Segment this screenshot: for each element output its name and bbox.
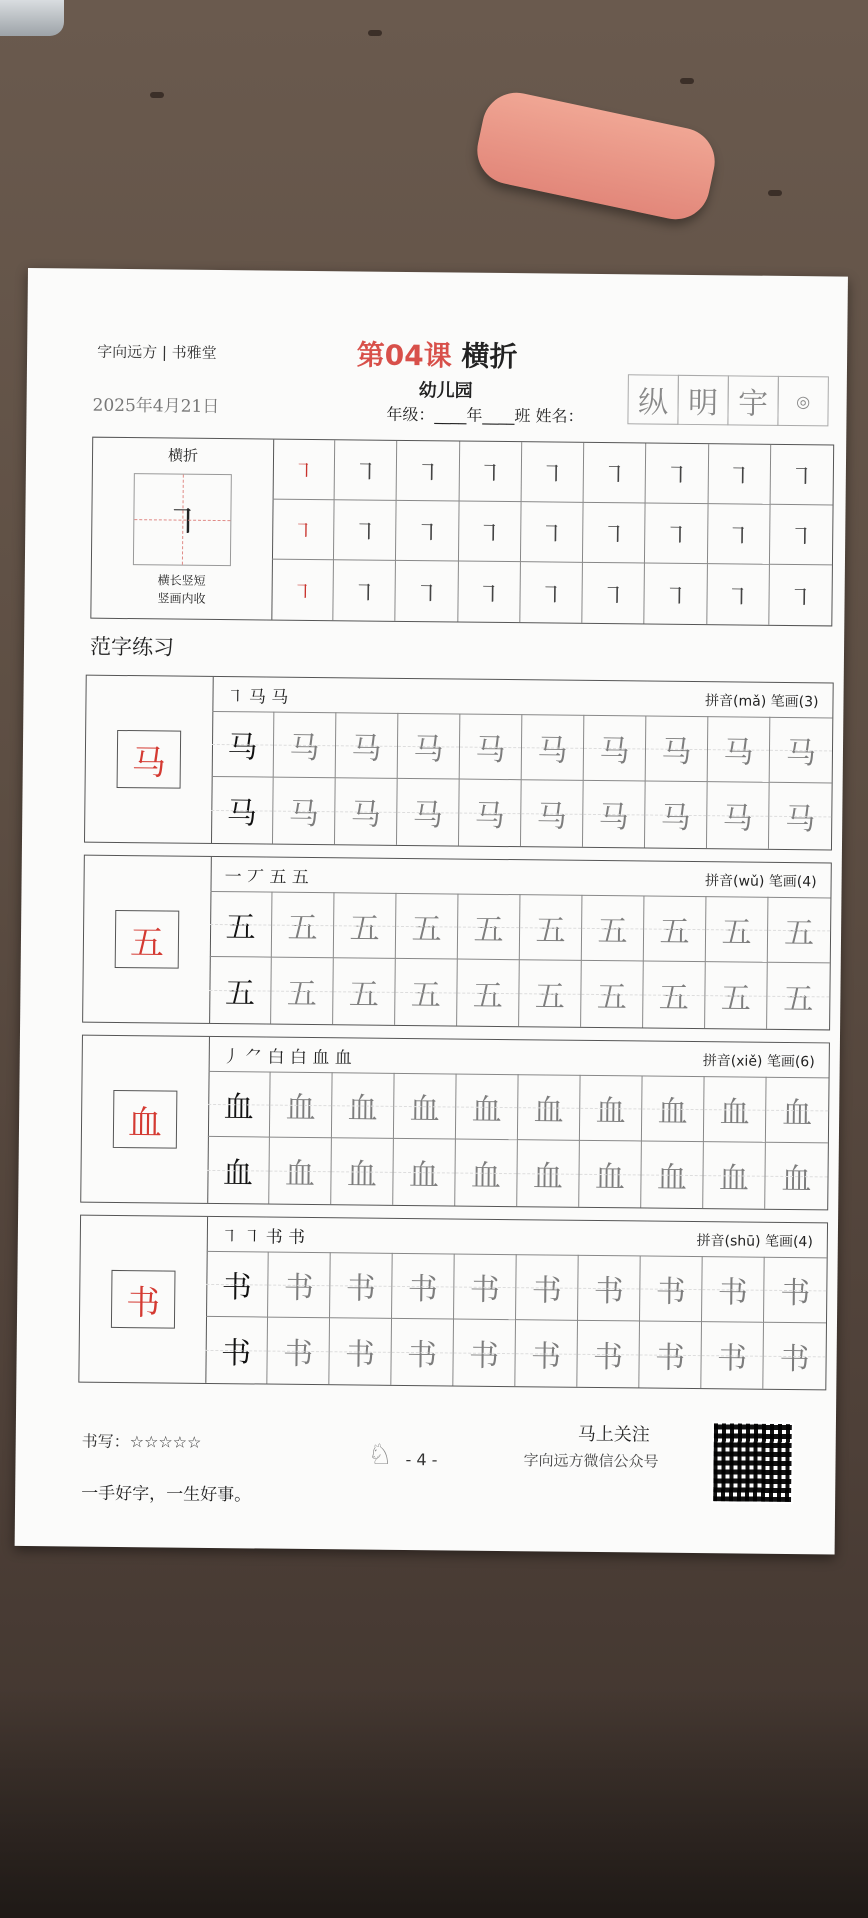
- stroke-cell: ㇕: [770, 445, 833, 506]
- stroke-cell: ㇕: [273, 440, 336, 501]
- handwritten-char: 血: [270, 1072, 333, 1139]
- page-number: - 4 -: [405, 1450, 438, 1470]
- name-char: 明: [677, 375, 729, 426]
- stroke-cell: ㇕: [334, 500, 397, 561]
- handwritten-char: 马: [274, 712, 337, 779]
- handwritten-char: 血: [642, 1075, 705, 1142]
- practice-grid: [205, 1251, 826, 1389]
- handwritten-char: 五: [396, 893, 459, 960]
- model-panel: [83, 856, 212, 1023]
- practice-grid: [207, 1071, 828, 1209]
- stroke-cell: ㇕: [707, 564, 770, 625]
- handwritten-char: 书: [639, 1321, 702, 1388]
- stroke-tip: 横长竖短: [157, 573, 206, 588]
- name-char: 宇: [727, 375, 779, 426]
- lesson-number: 第04课: [356, 338, 452, 373]
- handwritten-char: 五: [395, 959, 458, 1026]
- handwritten-char: 五: [643, 961, 706, 1028]
- handwritten-char: 马: [770, 717, 833, 784]
- stroke-cell: ㇕: [582, 563, 645, 624]
- handwritten-char: 五: [520, 894, 583, 961]
- pinyin-strokes: 拼音(shū) 笔画(4): [696, 1233, 813, 1251]
- stroke-grid: [271, 440, 833, 626]
- follow-label: 马上关注: [577, 1423, 650, 1446]
- handwritten-char: 书: [329, 1318, 392, 1385]
- handwritten-char: 书: [515, 1320, 578, 1387]
- eraser-crumb: [680, 78, 694, 84]
- handwritten-char: 五: [519, 960, 582, 1027]
- handwritten-char: 五: [271, 958, 334, 1025]
- handwritten-char: 马: [335, 778, 398, 845]
- handwritten-char: 五: [333, 958, 396, 1025]
- handwritten-char: 血: [518, 1074, 581, 1141]
- char-block-ma: [84, 675, 834, 851]
- handwritten-char: 马: [397, 779, 460, 846]
- stroke-order: 一 丆 五 五: [224, 867, 309, 888]
- pinyin-strokes: 拼音(wǔ) 笔画(4): [705, 873, 817, 891]
- stroke-cell: ㇕: [521, 502, 584, 563]
- model-char: 五: [115, 910, 180, 969]
- model-panel: [81, 1036, 210, 1203]
- handwritten-char: 马: [459, 780, 522, 847]
- worksheet-paper: [15, 268, 848, 1555]
- handwritten-char: 血: [579, 1141, 642, 1208]
- handwritten-char: 血: [394, 1073, 457, 1140]
- char-block-wu: [82, 855, 832, 1031]
- handwritten-char: 五: [767, 963, 830, 1030]
- handwritten-char: 五: [457, 960, 520, 1027]
- eraser-crumb: [150, 92, 164, 98]
- handwritten-char: 五: [334, 892, 397, 959]
- handwritten-char: 书: [268, 1252, 331, 1319]
- char-block-shu: [78, 1215, 828, 1391]
- handwritten-char: 五: [581, 961, 644, 1028]
- handwritten-char: 书: [763, 1323, 826, 1390]
- name-char: ◎: [777, 376, 829, 427]
- stroke-cell: ㇕: [646, 443, 709, 504]
- name-boxes: [628, 374, 829, 426]
- printed-char: 五: [209, 957, 272, 1024]
- handwritten-char: 书: [516, 1254, 579, 1321]
- lesson-topic: 横折: [461, 339, 518, 374]
- handwritten-char: 书: [701, 1322, 764, 1389]
- handwritten-char: 马: [645, 781, 708, 848]
- stroke-cell: ㇕: [645, 503, 708, 564]
- stroke-cell: ㇕: [335, 440, 398, 501]
- stroke-name: 横折: [167, 446, 199, 465]
- desk-shadow: [0, 1688, 868, 1918]
- model-char: 书: [111, 1270, 176, 1329]
- handwritten-char: 马: [707, 782, 770, 849]
- practice-title: 范字练习: [89, 634, 175, 660]
- model-char: 血: [113, 1090, 178, 1149]
- handwritten-char: 血: [641, 1141, 704, 1208]
- stroke-cell: ㇕: [459, 502, 522, 563]
- stroke-demo-panel: [91, 438, 274, 620]
- handwritten-char: 血: [456, 1074, 519, 1141]
- stroke-cell: ㇕: [645, 563, 708, 624]
- handwritten-char: 血: [269, 1138, 332, 1205]
- stroke-cell: ㇕: [788, 583, 813, 612]
- stroke-cell: ㇕: [770, 505, 833, 566]
- handwritten-char: 血: [455, 1140, 518, 1207]
- printed-char: 五: [210, 891, 273, 958]
- handwritten-char: 血: [765, 1143, 828, 1210]
- handwritten-char: 马: [646, 715, 709, 782]
- stroke-cell: ㇕: [459, 442, 522, 503]
- name-char: 纵: [627, 374, 679, 425]
- handwritten-char: 血: [393, 1139, 456, 1206]
- stroke-demo-glyph: ㇕: [164, 501, 201, 544]
- handwritten-char: 马: [769, 783, 832, 850]
- printed-char: 血: [208, 1071, 271, 1138]
- handwritten-char: 书: [391, 1319, 454, 1386]
- handwritten-char: 五: [706, 896, 769, 963]
- handwritten-char: 马: [398, 713, 461, 780]
- handwritten-char: 马: [521, 780, 584, 847]
- pinyin-strokes: 拼音(xiě) 笔画(6): [702, 1053, 815, 1071]
- stroke-cell: ㇕: [583, 503, 646, 564]
- pen-tip: [0, 0, 64, 36]
- stroke-practice-section: [90, 437, 834, 627]
- handwritten-char: 血: [331, 1138, 394, 1205]
- handwritten-char: 血: [332, 1072, 395, 1139]
- stroke-cell: ㇕: [458, 562, 521, 623]
- handwritten-char: 血: [704, 1076, 767, 1143]
- stroke-tip: 竖画内收: [157, 591, 206, 606]
- handwritten-char: 五: [582, 895, 645, 962]
- handwritten-char: 书: [577, 1321, 640, 1388]
- stroke-order: ㇕ 马 马: [226, 687, 289, 708]
- kindergarten-label: 幼儿园: [418, 380, 473, 402]
- model-panel: [85, 676, 214, 843]
- printed-char: 血: [207, 1137, 270, 1204]
- rating-stars: 书写：☆☆☆☆☆: [81, 1431, 202, 1452]
- stroke-order: 丿 ⺈ 白 白 血 血: [222, 1047, 352, 1069]
- handwritten-char: 书: [578, 1255, 641, 1322]
- handwritten-char: 书: [640, 1255, 703, 1322]
- eraser-crumb: [368, 30, 382, 36]
- stroke-cell: ㇕: [707, 504, 770, 565]
- stroke-cell: ㇕: [396, 501, 459, 562]
- stroke-cell: ㇕: [520, 562, 583, 623]
- handwritten-char: 马: [708, 716, 771, 783]
- eraser-crumb: [768, 190, 782, 196]
- class-info: 年级：____年____班 姓名：: [386, 404, 584, 426]
- handwritten-char: 五: [768, 897, 831, 964]
- printed-char: 马: [211, 777, 274, 844]
- handwritten-char: 马: [273, 778, 336, 845]
- handwritten-char: 血: [517, 1140, 580, 1207]
- handwritten-char: 马: [584, 715, 647, 782]
- date-handwritten: 2025年4月21日: [92, 395, 220, 418]
- practice-grid: [211, 711, 832, 849]
- stroke-demo-box: [133, 473, 232, 566]
- practice-grid: [209, 891, 830, 1029]
- stroke-cell: ㇕: [334, 560, 397, 621]
- model-panel: [79, 1216, 208, 1383]
- pinyin-strokes: 拼音(mǎ) 笔画(3): [704, 693, 819, 711]
- stroke-cell: ㇕: [272, 500, 335, 561]
- handwritten-char: 五: [644, 895, 707, 962]
- printed-char: 书: [205, 1317, 268, 1384]
- stroke-cell: ㇕: [521, 442, 584, 503]
- handwritten-char: 书: [764, 1257, 827, 1324]
- handwritten-char: 血: [766, 1077, 829, 1144]
- stroke-cell: ㇕: [584, 443, 647, 504]
- stroke-order: ㇕ ㇕ 书 书: [220, 1227, 306, 1248]
- handwritten-char: 书: [702, 1256, 765, 1323]
- motto: 一手好字，一生好事。: [81, 1483, 252, 1506]
- stroke-cell: ㇕: [396, 561, 459, 622]
- handwritten-char: 书: [454, 1254, 517, 1321]
- qr-code-icon: [711, 1421, 794, 1504]
- stroke-cell: ㇕: [271, 560, 334, 621]
- handwritten-char: 马: [583, 781, 646, 848]
- handwritten-char: 书: [453, 1320, 516, 1387]
- stroke-cell: ㇕: [708, 444, 771, 505]
- handwritten-char: 马: [460, 714, 523, 781]
- lesson-title: [27, 330, 847, 379]
- handwritten-char: 五: [705, 962, 768, 1029]
- brand-logo: 字向远方 | 书雅堂: [97, 342, 217, 362]
- handwritten-char: 马: [522, 714, 585, 781]
- rabbit-icon: ♘: [367, 1437, 393, 1471]
- handwritten-char: 书: [392, 1253, 455, 1320]
- handwritten-char: 血: [703, 1142, 766, 1209]
- handwritten-char: 马: [336, 712, 399, 779]
- printed-char: 马: [212, 711, 275, 778]
- char-block-xie: [80, 1035, 830, 1211]
- handwritten-char: 书: [267, 1318, 330, 1385]
- handwritten-char: 五: [272, 892, 335, 959]
- handwritten-char: 五: [458, 894, 521, 961]
- handwritten-char: 书: [330, 1252, 393, 1319]
- wechat-account: 字向远方微信公众号: [523, 1451, 659, 1471]
- printed-char: 书: [206, 1251, 269, 1318]
- handwritten-char: 血: [580, 1075, 643, 1142]
- stroke-cell: ㇕: [397, 441, 460, 502]
- model-char: 马: [117, 730, 182, 789]
